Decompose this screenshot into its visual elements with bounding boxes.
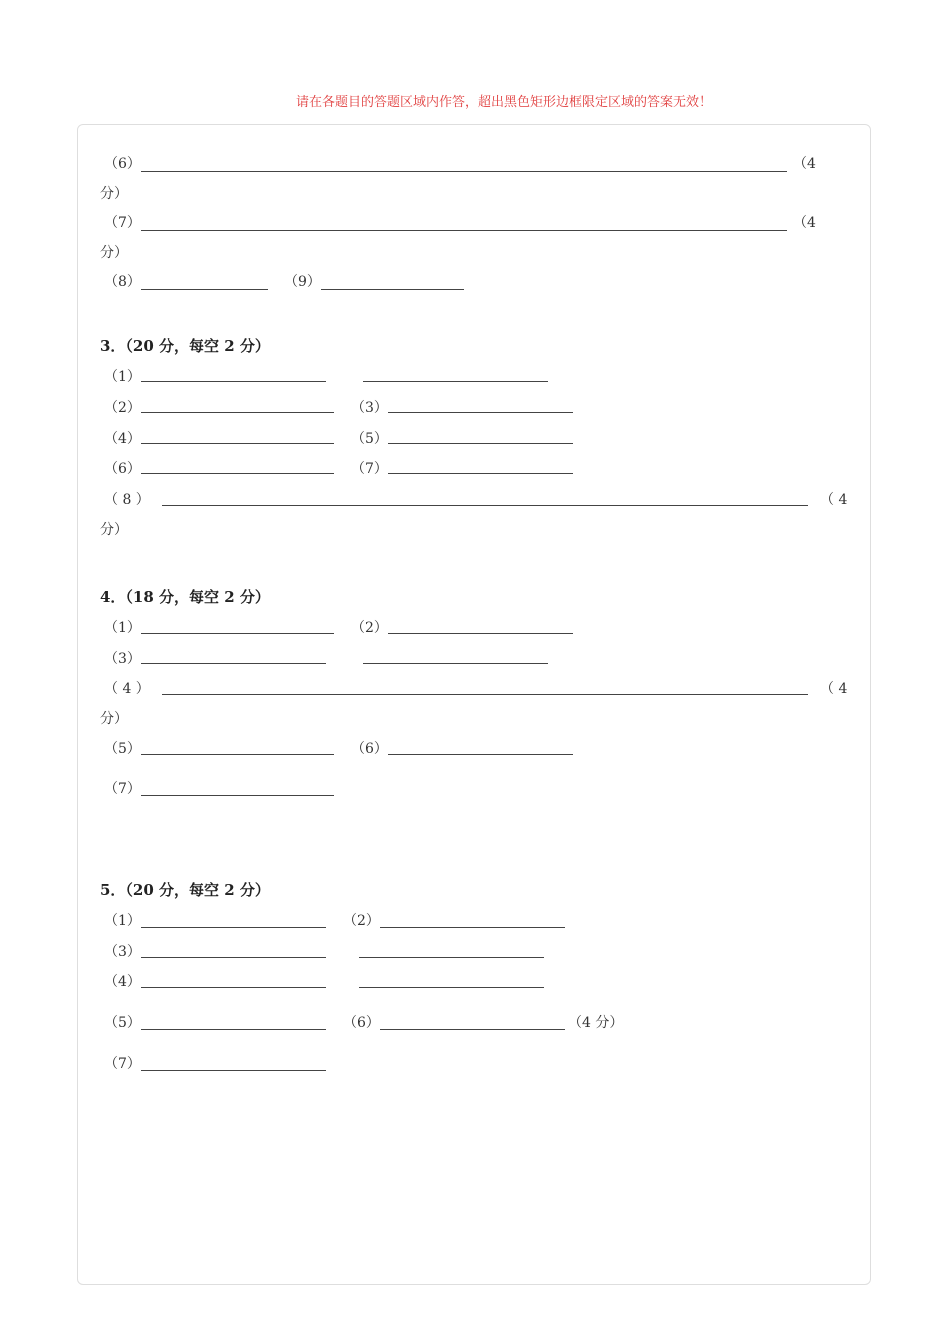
q4-blank-4-points-unit: 分） xyxy=(100,711,128,727)
q3-blank-4-label: （4） xyxy=(104,431,141,447)
q4-heading: 4．（18 分，每空 2 分） xyxy=(100,588,270,606)
q5-blank-4-label: （4） xyxy=(104,974,141,990)
q5-blank-7-line[interactable] xyxy=(141,1070,326,1071)
q3-blank-2-label: （2） xyxy=(104,400,141,416)
q2-blank-7-points: （4 xyxy=(793,215,816,231)
q5-blank-3-line[interactable] xyxy=(141,957,326,958)
q4-blank-7-label: （7） xyxy=(104,781,141,797)
answer-area-notice: 请在各题目的答题区域内作答，超出黑色矩形边框限定区域的答案无效！ xyxy=(296,95,713,110)
q3-blank-3-label: （3） xyxy=(351,400,388,416)
q5-blank-7-label: （7） xyxy=(104,1056,141,1072)
q3-blank-5-label: （5） xyxy=(351,431,388,447)
q4-blank-1-label: （1） xyxy=(104,620,141,636)
q5-blank-2-label: （2） xyxy=(343,913,380,929)
q2-blank-6-points-unit: 分） xyxy=(100,186,128,202)
q4-blank-3-line[interactable] xyxy=(141,663,326,664)
q2-blank-7-points-unit: 分） xyxy=(100,245,128,261)
q2-blank-7-line[interactable] xyxy=(141,230,787,231)
q4-blank-5-line[interactable] xyxy=(141,754,334,755)
q5-blank-6-label: （6） xyxy=(343,1015,380,1031)
q5-blank-2-line[interactable] xyxy=(380,927,565,928)
q3-heading: 3．（20 分，每空 2 分） xyxy=(100,337,270,355)
q5-heading: 5．（20 分，每空 2 分） xyxy=(100,881,270,899)
q2-blank-6-line[interactable] xyxy=(141,171,787,172)
q4-blank-3b-line[interactable] xyxy=(363,663,548,664)
q4-blank-6-label: （6） xyxy=(351,741,388,757)
q4-blank-6-line[interactable] xyxy=(388,754,573,755)
q5-blank-5-line[interactable] xyxy=(141,1029,326,1030)
q4-blank-4-label: （ 4 ） xyxy=(104,681,150,697)
answer-frame xyxy=(77,124,871,1285)
q5-blank-6-points: （4 分） xyxy=(568,1015,624,1031)
q5-blank-4b-line[interactable] xyxy=(359,987,544,988)
q3-blank-1-label: （1） xyxy=(104,369,141,385)
q4-blank-4-points: （ 4 xyxy=(820,681,848,697)
q3-blank-3-line[interactable] xyxy=(388,412,573,413)
q3-blank-7-label: （7） xyxy=(351,461,388,477)
q3-blank-8-points-unit: 分） xyxy=(100,522,128,538)
q2-blank-9-line[interactable] xyxy=(321,289,464,290)
q4-blank-4-line[interactable] xyxy=(162,694,808,695)
q4-blank-2-line[interactable] xyxy=(388,633,573,634)
q4-blank-5-label: （5） xyxy=(104,741,141,757)
q2-blank-8-line[interactable] xyxy=(141,289,268,290)
q5-blank-6-line[interactable] xyxy=(380,1029,565,1030)
q5-blank-3-label: （3） xyxy=(104,944,141,960)
q5-blank-5-label: （5） xyxy=(104,1015,141,1031)
q5-blank-4-line[interactable] xyxy=(141,987,326,988)
q3-blank-2-line[interactable] xyxy=(141,412,334,413)
q2-blank-8-label: （8） xyxy=(104,274,141,290)
q4-blank-7-line[interactable] xyxy=(141,795,334,796)
q3-blank-5-line[interactable] xyxy=(388,443,573,444)
q5-blank-3b-line[interactable] xyxy=(359,957,544,958)
q3-blank-8-points: （ 4 xyxy=(820,492,848,508)
q5-blank-1-line[interactable] xyxy=(141,927,326,928)
q2-blank-7-label: （7） xyxy=(104,215,141,231)
q3-blank-4-line[interactable] xyxy=(141,443,334,444)
q3-blank-8-label: （ 8 ） xyxy=(104,492,150,508)
q4-blank-2-label: （2） xyxy=(351,620,388,636)
q5-blank-1-label: （1） xyxy=(104,913,141,929)
q4-blank-1-line[interactable] xyxy=(141,633,334,634)
q2-blank-6-label: （6） xyxy=(104,156,141,172)
q2-blank-6-points: （4 xyxy=(793,156,816,172)
q3-blank-6-label: （6） xyxy=(104,461,141,477)
q3-blank-8-line[interactable] xyxy=(162,505,808,506)
q2-blank-9-label: （9） xyxy=(284,274,321,290)
q3-blank-7-line[interactable] xyxy=(388,473,573,474)
q3-blank-1-line[interactable] xyxy=(141,381,326,382)
q3-blank-1b-line[interactable] xyxy=(363,381,548,382)
q4-blank-3-label: （3） xyxy=(104,651,141,667)
q3-blank-6-line[interactable] xyxy=(141,473,334,474)
